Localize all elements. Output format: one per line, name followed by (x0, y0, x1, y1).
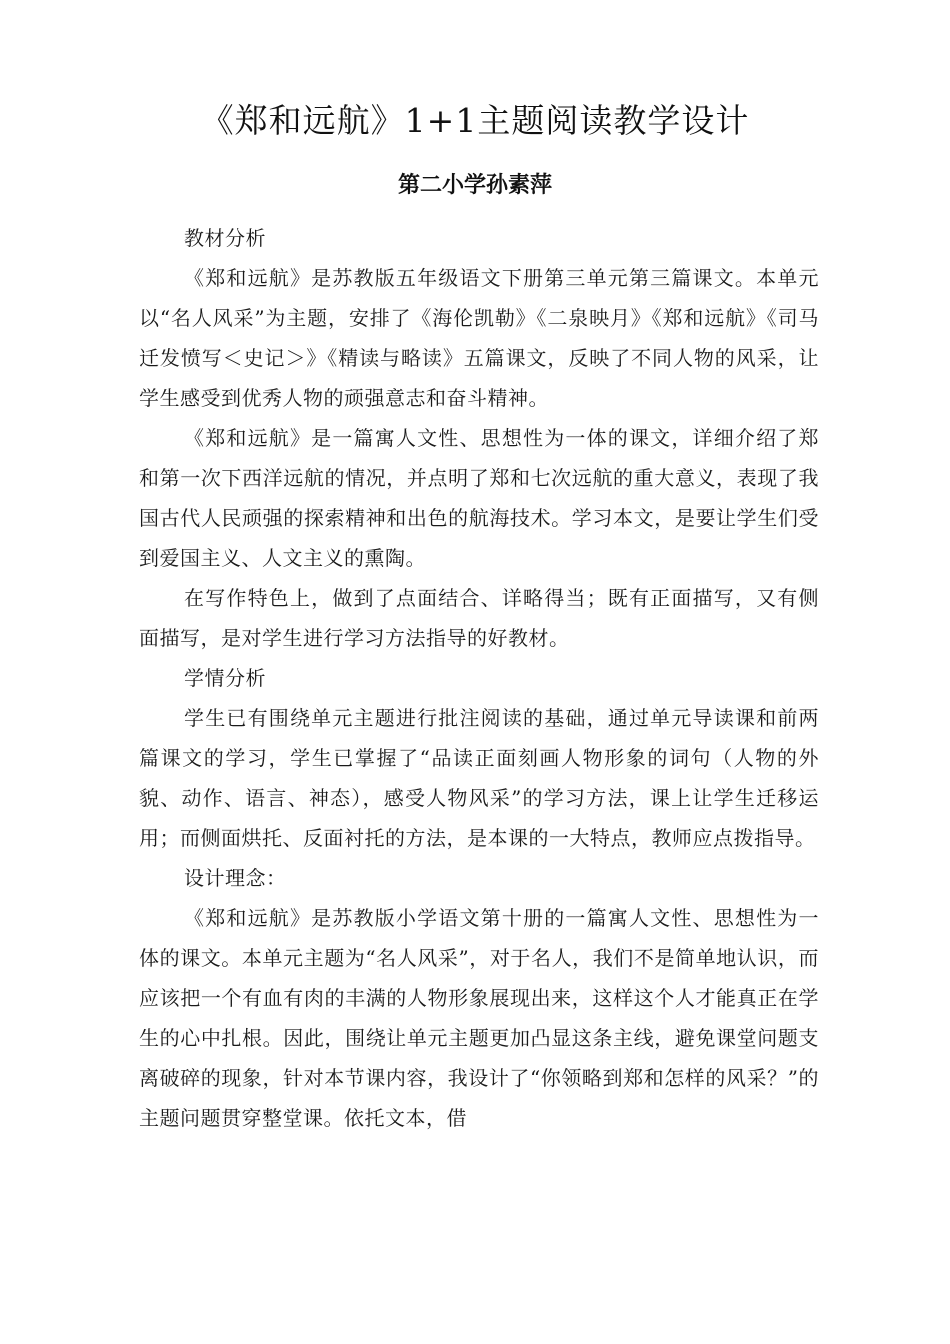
section-heading-textbook-analysis: 教材分析 (184, 226, 266, 250)
paragraph: 《郑和远航》是苏教版小学语文第十册的一篇寓人文性、思想性为一体的课文。本单元主题为“名人风采”，对于名人，我们不是简单地认识，而应该把一个有血有肉的丰满的人物形象展现出来，这样这个人才能真正在学生的心中扎根。因此，围绕让单元主题更加凸显这条主线，避免课堂问题支离破碎的现象，针对本节课内容，我设计了“你领略到郑和怎样的风采？”的主题问题贯穿整堂课。依托文本，借 (139, 906, 819, 1130)
document-body (139, 218, 819, 1138)
paragraph: 《郑和远航》是一篇寓人文性、思想性为一体的课文，详细介绍了郑和第一次下西洋远航的情况，并点明了郑和七次远航的重大意义，表现了我国古代人民顽强的探索精神和出色的航海技术。学习本文，是要让学生们受到爱国主义、人文主义的熏陶。 (139, 426, 819, 570)
section-heading-student-analysis: 学情分析 (184, 666, 266, 690)
paragraph: 学生已有围绕单元主题进行批注阅读的基础，通过单元导读课和前两篇课文的学习，学生已掌握了“品读正面刻画人物形象的词句（人物的外貌、动作、语言、神态），感受人物风采”的学习方法，课上让学生迁移运用；而侧面烘托、反面衬托的方法，是本课的一大特点，教师应点拨指导。 (139, 706, 819, 850)
section-heading-design-concept: 设计理念： (184, 866, 287, 890)
paragraph: 《郑和远航》是苏教版五年级语文下册第三单元第三篇课文。本单元以“名人风采”为主题，安排了《海伦凯勒》《二泉映月》《郑和远航》《司马迁发愤写＜史记＞》《精读与略读》五篇课文，反映了不同人物的风采，让学生感受到优秀人物的顽强意志和奋斗精神。 (139, 266, 819, 410)
document-title: 《郑和远航》1+1主题阅读教学设计 (200, 101, 750, 140)
document-author: 第二小学孙素萍 (397, 173, 552, 198)
paragraph: 在写作特色上，做到了点面结合、详略得当；既有正面描写，又有侧面描写，是对学生进行学习方法指导的好教材。 (139, 586, 819, 650)
